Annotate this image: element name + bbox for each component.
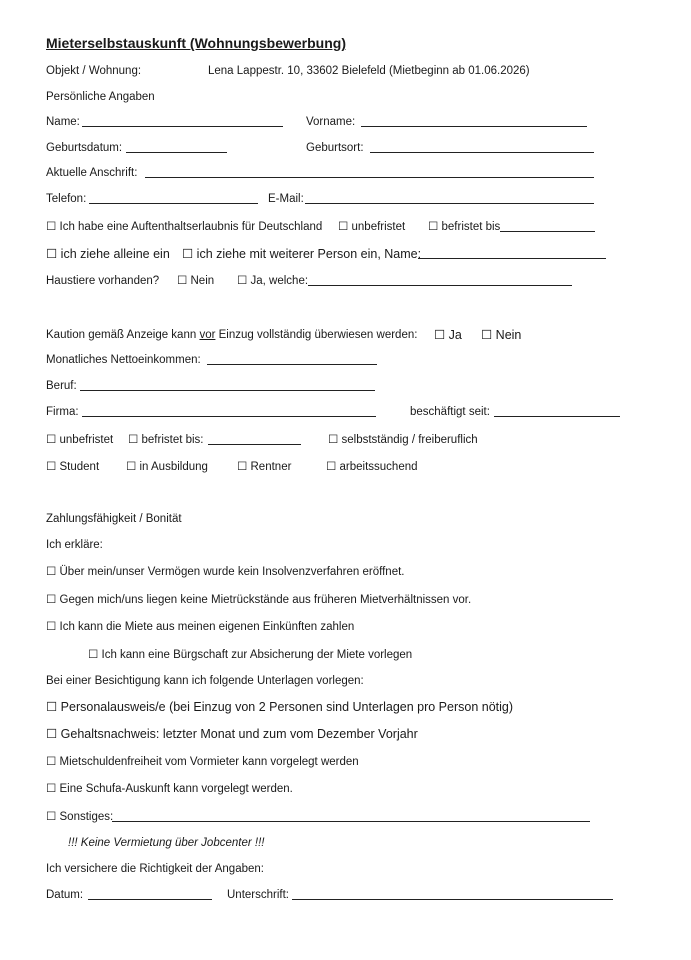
rentner-checkbox[interactable]: ☐ Rentner <box>237 461 292 473</box>
beruf-field[interactable] <box>80 390 375 391</box>
section-personal: Persönliche Angaben <box>46 91 155 103</box>
buergschaft-checkbox[interactable]: ☐ Ich kann eine Bürgschaft zur Absicherung der Miete vorlegen <box>88 649 413 661</box>
insolvenz-checkbox[interactable]: ☐ Über mein/unser Vermögen wurde kein Insolvenzverfahren eröffnet. <box>46 566 405 578</box>
selbststaendig-checkbox[interactable]: ☐ selbstständig / freiberuflich <box>328 434 478 446</box>
firma-field[interactable] <box>82 416 376 417</box>
objekt-value: Lena Lappestr. 10, 33602 Bielefeld (Mietbeginn ab 01.06.2026) <box>208 65 530 77</box>
sonstiges-checkbox[interactable]: ☐ Sonstiges: <box>46 811 114 823</box>
unbefristet-checkbox[interactable]: ☐ unbefristet <box>338 221 406 233</box>
befristet-checkbox[interactable]: ☐ befristet bis <box>428 221 501 233</box>
haustiere-ja-checkbox[interactable]: ☐ Ja, welche: <box>237 275 309 287</box>
vorname-label: Vorname: <box>306 116 356 128</box>
page-title: Mieterselbstauskunft (Wohnungsbewerbung) <box>46 35 346 51</box>
ausbildung-checkbox[interactable]: ☐ in Ausbildung <box>126 461 208 473</box>
arbeitssuchend-checkbox[interactable]: ☐ arbeitssuchend <box>326 461 418 473</box>
work-befristet-checkbox[interactable]: ☐ befristet bis: <box>128 434 204 446</box>
seit-field[interactable] <box>494 416 620 417</box>
erklaere-label: Ich erkläre: <box>46 539 103 551</box>
objekt-label: Objekt / Wohnung: <box>46 65 142 77</box>
title-row <box>0 35 691 51</box>
mietrueckstaende-checkbox[interactable]: ☐ Gegen mich/uns liegen keine Mietrückstände aus früheren Mietverhältnissen vor. <box>46 594 472 606</box>
name-field[interactable] <box>82 126 283 127</box>
weitere-person-checkbox[interactable]: ☐ ich ziehe mit weiterer Person ein, Name: <box>182 247 422 261</box>
student-checkbox[interactable]: ☐ Student <box>46 461 100 473</box>
geburtsort-field[interactable] <box>370 152 594 153</box>
netto-field[interactable] <box>207 364 377 365</box>
unterschrift-field[interactable] <box>292 899 613 900</box>
kaution-label: Kaution gemäß Anzeige kann vor Einzug vollständig überwiesen werden: <box>46 329 418 341</box>
section-bonitaet: Zahlungsfähigkeit / Bonität <box>46 513 182 525</box>
befristet-field[interactable] <box>500 231 595 232</box>
geburtsort-label: Geburtsort: <box>306 142 364 154</box>
datum-field[interactable] <box>88 899 212 900</box>
jobcenter-note: !!! Keine Vermietung über Jobcenter !!! <box>68 837 265 849</box>
personalausweis-checkbox[interactable]: ☐ Personalausweis/e (bei Einzug von 2 Personen sind Unterlagen pro Person nötig) <box>46 700 514 714</box>
kaution-ja-checkbox[interactable]: ☐ Ja <box>434 328 462 342</box>
name-label: Name: <box>46 116 80 128</box>
aufenthalt-checkbox[interactable]: ☐ Ich habe eine Auftenthaltserlaubnis für Deutschland <box>46 221 323 233</box>
work-unbefristet-checkbox[interactable]: ☐ unbefristet <box>46 434 114 446</box>
haustiere-label: Haustiere vorhanden? <box>46 275 160 287</box>
gehaltsnachweis-checkbox[interactable]: ☐ Gehaltsnachweis: letzter Monat und zum vom Dezember Vorjahr <box>46 727 418 741</box>
geburtsdatum-field[interactable] <box>126 152 227 153</box>
objekt-row <box>0 63 691 79</box>
alleine-checkbox[interactable]: ☐ ich ziehe alleine ein <box>46 247 170 261</box>
anschrift-field[interactable] <box>145 177 594 178</box>
haustiere-nein-checkbox[interactable]: ☐ Nein <box>177 275 215 287</box>
email-field[interactable] <box>305 203 594 204</box>
work-befristet-field[interactable] <box>208 444 301 445</box>
versichere-label: Ich versichere die Richtigkeit der Angaben: <box>46 863 264 875</box>
firma-label: Firma: <box>46 406 79 418</box>
weitere-person-field[interactable] <box>418 258 606 259</box>
vorname-field[interactable] <box>361 126 587 127</box>
kaution-nein-checkbox[interactable]: ☐ Nein <box>481 328 522 342</box>
seit-label: beschäftigt seit: <box>410 406 490 418</box>
telefon-field[interactable] <box>89 203 258 204</box>
anschrift-label: Aktuelle Anschrift: <box>46 167 138 179</box>
telefon-label: Telefon: <box>46 193 87 205</box>
schufa-checkbox[interactable]: ☐ Eine Schufa-Auskunft kann vorgelegt werden. <box>46 783 293 795</box>
netto-label: Monatliches Nettoeinkommen: <box>46 354 201 366</box>
email-label: E-Mail: <box>268 193 304 205</box>
datum-label: Datum: <box>46 889 84 901</box>
beruf-label: Beruf: <box>46 380 77 392</box>
sonstiges-field[interactable] <box>112 821 590 822</box>
haustiere-field[interactable] <box>308 285 572 286</box>
unterschrift-label: Unterschrift: <box>227 889 289 901</box>
geburtsdatum-label: Geburtsdatum: <box>46 142 123 154</box>
einkuenfte-checkbox[interactable]: ☐ Ich kann die Miete aus meinen eigenen Einkünften zahlen <box>46 621 355 633</box>
unterlagen-heading: Bei einer Besichtigung kann ich folgende Unterlagen vorlegen: <box>46 675 364 687</box>
mietschuldenfreiheit-checkbox[interactable]: ☐ Mietschuldenfreiheit vom Vormieter kann vorgelegt werden <box>46 756 359 768</box>
